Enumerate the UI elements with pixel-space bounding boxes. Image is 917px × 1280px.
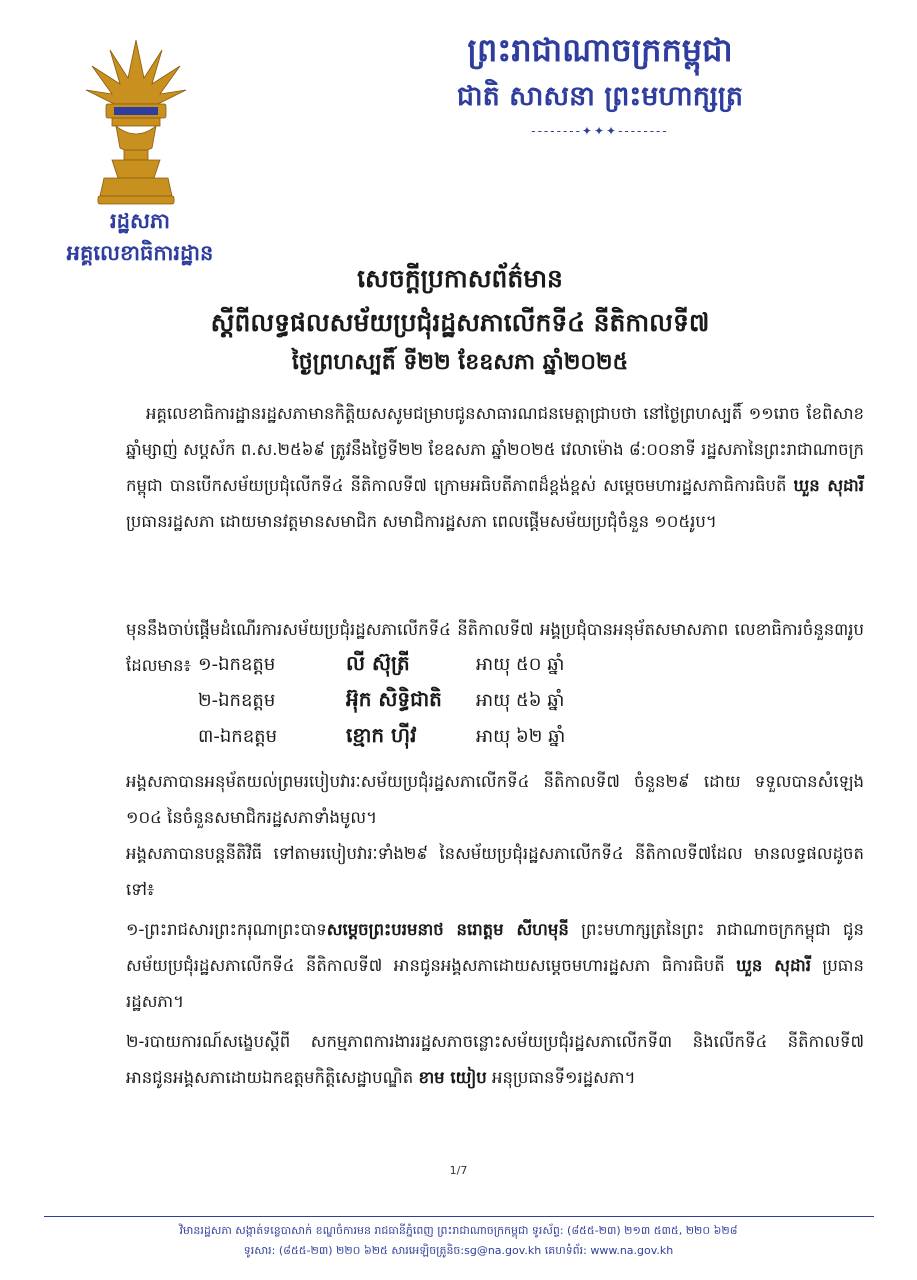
org-name-line2: អគ្គលេខាធិការដ្ឋាន: [66, 241, 214, 265]
member-3-name: ខ្មោក ហ៊ីវ: [346, 723, 417, 747]
press-release-subtitle: ស្តីពីលទ្ធផលសម័យប្រជុំរដ្ឋសភាលើកទី៤ នីតិកាលទី៧: [210, 308, 710, 337]
ornament-divider: --------✦✦✦--------: [531, 124, 669, 138]
king-name: សម្តេចព្រះបរមនាថ នរោត្តម សីហមុនី: [326, 920, 569, 939]
org-name-line1: រដ្ឋសភា: [110, 209, 170, 233]
paragraph-6: [126, 1024, 864, 1096]
member-1-title: ១-ឯកឧត្តម: [198, 654, 276, 675]
paragraph-5-text-b: ព្រះមហាក្សត្រនៃព្រះ រាជាណាចក្រកម្ពុជា ជូនសម័យប្រជុំរដ្ឋសភាលើកទី៤ នីតិកាលទី៧ អានជូនអង្គសភាដោយសម្តេចមហារដ្ឋសភា ធិការធិបតី: [126, 920, 864, 975]
president-name-2: ឃួន សុដារី: [736, 956, 811, 975]
national-motto: ជាតិ សាសនា ព្រះមហាក្សត្រ: [456, 81, 744, 112]
paragraph-2: មុននឹងចាប់ផ្តើមដំណើរការសម័យប្រជុំរដ្ឋសភាលើកទី៤ នីតិកាលទី៧ អង្គប្រជុំបានអនុម័តសមាសភាព លេខាធិការចំនួន៣រូបដែលមាន៖: [126, 620, 864, 675]
footer-divider: [44, 1216, 874, 1217]
footer-address: វិមានរដ្ឋសភា សង្កាត់ទន្លេបាសាក់ ខណ្ឌចំការមន រាជធានីភ្នំពេញ ព្រះរាជាណាចក្រកម្ពុជា ទូរស័ព្ទ: (៨៥៥-២៣) ២១៣ ៥៣៥, ២២០ ៦២៨: [179, 1224, 738, 1237]
paragraph-6-text-a: ២-របាយការណ៍សង្ខេបស្តីពី សកម្មភាពការងាររដ្ឋសភាចន្លោះសម័យប្រជុំរដ្ឋសភាលើកទី៣ និងលើកទី៤ នីតិកាលទី៧ អានជូនអង្គសភាដោយឯកឧត្តមកិត្តិសេដ្ឋាបណ្ឌិត: [126, 1032, 864, 1087]
paragraph-3: អង្គសភាបានអនុម័តយល់ព្រមរបៀបវារៈសម័យប្រជុំរដ្ឋសភាលើកទី៤ នីតិកាលទី៧ ចំនួន២៩ ដោយ ទទួលបានសំឡេង ១០៤ នៃចំនួនសមាជិករដ្ឋសភាទាំងមូល។: [126, 772, 864, 827]
member-1-age: អាយុ ៥០ ឆ្នាំ: [476, 654, 565, 675]
paragraph-5: [126, 912, 864, 1020]
member-3-title: ៣-ឯកឧត្តម: [198, 726, 278, 747]
vice-president-name: ខាម យៀប: [418, 1068, 487, 1087]
member-2-title: ២-ឯកឧត្តម: [198, 690, 276, 711]
president-name: ឃួន សុដារី: [793, 476, 864, 495]
member-2-age: អាយុ ៥៦ ឆ្នាំ: [476, 690, 565, 711]
paragraph-5-text-c: ប្រធានរដ្ឋសភា។: [126, 956, 864, 1011]
paragraph-4: អង្គសភាបានបន្តនីតិវិធី ទៅតាមរបៀបវារៈទាំង២៩ នៃសម័យប្រជុំរដ្ឋសភាលើកទី៤ នីតិកាលទី៧ដែល មានលទ្ធផលដូចតទៅ៖: [126, 844, 864, 899]
member-1-name: លី ស៊ុត្រី: [346, 651, 410, 675]
footer-contact: ទូរសារ: (៨៥៥-២៣) ២២០ ៦២៥ សារអេឡិចត្រូនិច:sg@na.gov.kh គេហទំព័រ: www.na.gov.kh: [243, 1244, 674, 1257]
national-assembly-emblem-icon: [82, 38, 190, 208]
paragraph-5-text-a: ១-ព្រះរាជសារព្រះករុណាព្រះបាទ: [126, 920, 327, 939]
paragraph-6-text-b: អនុប្រធានទី១រដ្ឋសភា។: [486, 1068, 636, 1087]
paragraph-1-text-b: ប្រធានរដ្ឋសភា ដោយមានវត្តមានសមាជិក សមាជិការដ្ឋសភា ពេលផ្តើមសម័យប្រជុំចំនួន ១០៥រូប។: [126, 512, 717, 531]
paragraph-1: [126, 396, 864, 540]
member-2-name: អ៊ុក សិទ្ធិជាតិ: [346, 687, 442, 711]
press-release-date: ថ្ងៃព្រហស្បតិ៍ ទី២២ ខែឧសភា ឆ្នាំ២០២៥: [291, 350, 629, 375]
member-3-age: អាយុ ៦២ ឆ្នាំ: [476, 726, 566, 747]
paragraph-1-text-a: អគ្គលេខាធិការដ្ឋានរដ្ឋសភាមានកិត្តិយសសូមជម្រាបជូនសាធារណជនមេត្តាជ្រាបថា នៅថ្ងៃព្រហស្បតិ៍ ១១រោច ខែពិសាខ ឆ្នាំម្សាញ់ សប្តស័ក ព.ស.២៥៦៩ ត្រូវនឹងថ្ងៃទី២២ ខែឧសភា ឆ្នាំ២០២៥ វេលាម៉ោង ៨:០០នាទី រដ្ឋសភានៃព្រះរាជាណាចក្រកម្ពុជា បានបើកសម័យប្រជុំលើកទី៤ នីតិកាលទី៧ ក្រោមអធិបតីភាពដ៏ខ្ពង់ខ្ពស់ សម្តេចមហារដ្ឋសភាធិការធិបតី: [126, 404, 864, 495]
page-number: 1/7: [449, 1164, 468, 1177]
kingdom-heading: ព្រះរាជាណាចក្រកម្ពុជា: [467, 31, 733, 69]
press-release-title: សេចក្តីប្រកាសព័ត៌មាន: [357, 264, 563, 293]
